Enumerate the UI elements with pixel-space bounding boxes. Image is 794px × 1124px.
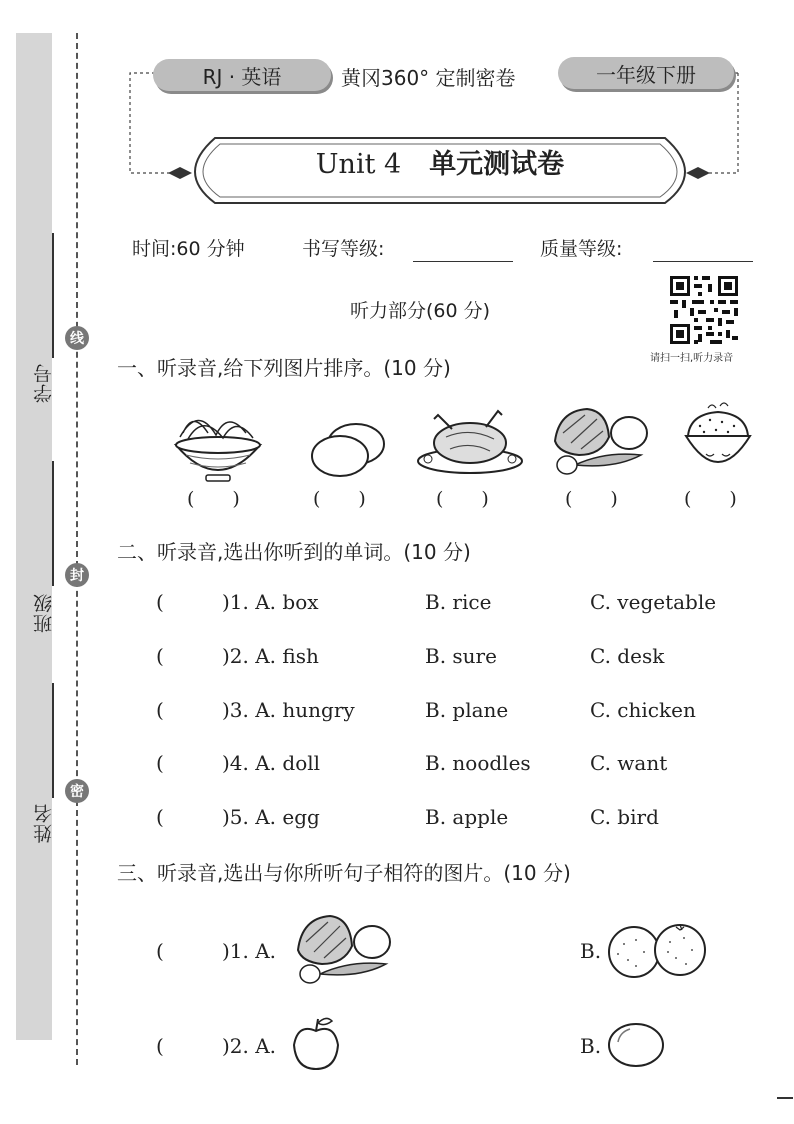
- student-id-label: 学号: [33, 363, 55, 403]
- class-label: 班级: [33, 593, 55, 633]
- option-a: )2. A. fish: [222, 644, 319, 668]
- answer-blank-3[interactable]: ( ): [436, 488, 489, 510]
- qr-caption: 请扫一扫,听力录音: [650, 353, 734, 364]
- pancakes-icon: [308, 420, 388, 480]
- writing-grade-label: 书写等级:: [302, 238, 385, 260]
- noodles-icon: [168, 405, 268, 483]
- listening-heading: 听力部分(60 分): [350, 300, 491, 322]
- qr-code-icon[interactable]: [668, 274, 740, 346]
- oranges-icon[interactable]: [606, 922, 708, 980]
- section3-title: 三、听录音,选出与你所听句子相符的图片。(10 分): [117, 861, 571, 885]
- vegetables-icon[interactable]: [288, 910, 396, 986]
- writing-grade-field[interactable]: [413, 239, 513, 262]
- answer-blank-4[interactable]: ( ): [565, 488, 618, 510]
- brand-title: 黄冈360° 定制密卷: [341, 66, 516, 90]
- answer-open-paren[interactable]: (: [156, 939, 164, 963]
- option-b: B.: [580, 939, 602, 963]
- subject-badge: RJ · 英语: [153, 59, 331, 91]
- answer-open-paren[interactable]: (: [156, 644, 164, 668]
- quality-grade-field[interactable]: [653, 239, 753, 262]
- option-a: )2. A.: [222, 1034, 277, 1058]
- test-name: 单元测试卷: [429, 149, 565, 180]
- option-a: )1. A. box: [222, 590, 319, 614]
- answer-open-paren[interactable]: (: [156, 805, 164, 829]
- answer-open-paren[interactable]: (: [156, 751, 164, 775]
- section2-title: 二、听录音,选出你听到的单词。(10 分): [117, 540, 471, 564]
- option-c: C. desk: [590, 644, 665, 668]
- roast-chicken-icon: [416, 407, 524, 475]
- rice-bowl-icon: [680, 400, 756, 480]
- binding-sidebar: [16, 33, 55, 1040]
- option-c: C. vegetable: [590, 590, 717, 614]
- answer-blank-1[interactable]: ( ): [187, 488, 240, 510]
- answer-open-paren[interactable]: (: [156, 590, 164, 614]
- option-a: )5. A. egg: [222, 805, 320, 829]
- answer-open-paren[interactable]: (: [156, 698, 164, 722]
- seal-seal-badge: 封: [65, 563, 89, 587]
- class-line[interactable]: [52, 461, 54, 586]
- cut-line: [76, 33, 78, 1065]
- option-b: B. rice: [425, 590, 492, 614]
- name-line[interactable]: [52, 683, 54, 798]
- option-b: B. sure: [425, 644, 497, 668]
- option-a: )3. A. hungry: [222, 698, 355, 722]
- answer-blank-2[interactable]: ( ): [313, 488, 366, 510]
- time-label: 时间:60 分钟: [132, 238, 245, 260]
- answer-blank-5[interactable]: ( ): [684, 488, 737, 510]
- vegetables-icon: [545, 403, 653, 477]
- section1-title: 一、听录音,给下列图片排序。(10 分): [117, 356, 451, 380]
- name-label: 姓名: [33, 803, 55, 843]
- option-c: C. want: [590, 751, 668, 775]
- option-a: )4. A. doll: [222, 751, 321, 775]
- option-b: B. noodles: [425, 751, 531, 775]
- option-a: )1. A.: [222, 939, 277, 963]
- option-c: C. chicken: [590, 698, 696, 722]
- option-b: B.: [580, 1034, 602, 1058]
- option-c: C. bird: [590, 805, 659, 829]
- egg-icon[interactable]: [606, 1020, 666, 1070]
- page-corner-mark: [777, 1097, 793, 1099]
- student-id-line[interactable]: [52, 233, 54, 358]
- option-b: B. plane: [425, 698, 509, 722]
- answer-open-paren[interactable]: (: [156, 1034, 164, 1058]
- option-b: B. apple: [425, 805, 509, 829]
- quality-grade-label: 质量等级:: [540, 238, 623, 260]
- page-title: [180, 142, 700, 181]
- seal-line-badge: 线: [65, 326, 89, 350]
- unit-label: Unit 4: [315, 149, 402, 180]
- grade-badge: 一年级下册: [558, 57, 734, 89]
- seal-secret-badge: 密: [65, 779, 89, 803]
- apple-icon[interactable]: [288, 1015, 344, 1073]
